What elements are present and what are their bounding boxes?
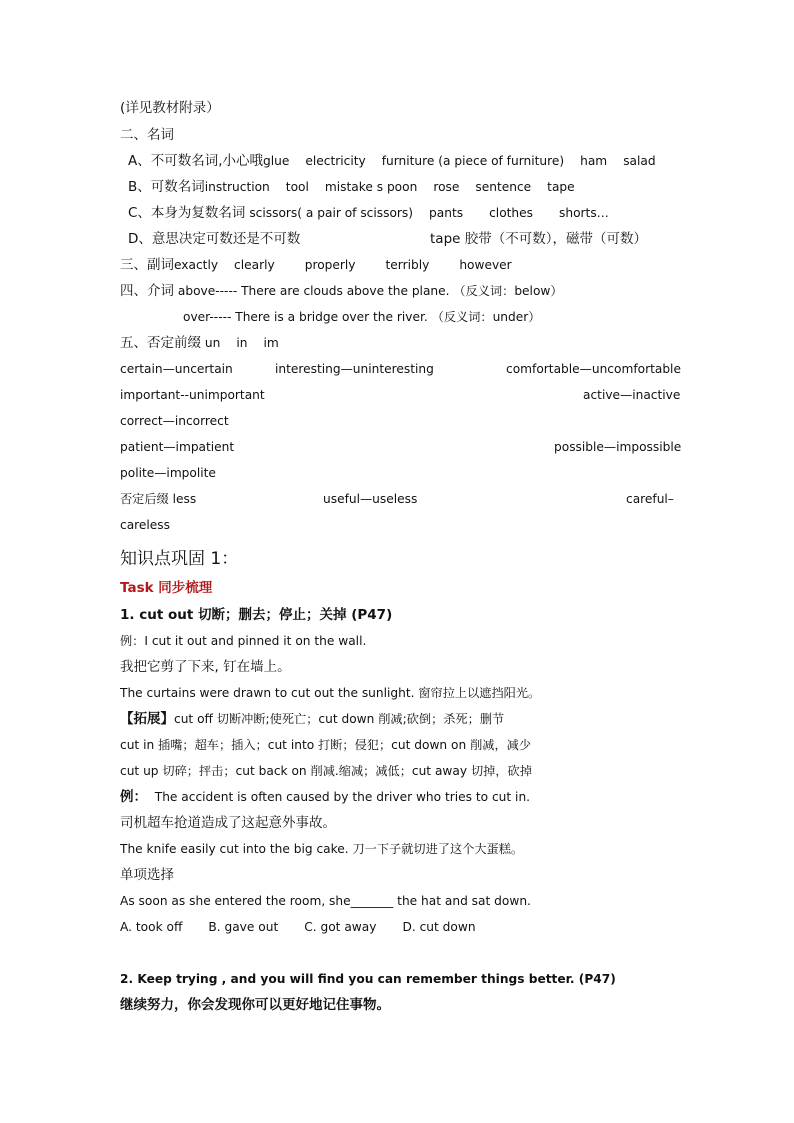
uncountable-nouns-line: [128, 153, 656, 169]
plural-nouns-line: [128, 205, 609, 221]
word: instruction: [204, 180, 270, 194]
point-1-title: 1. cut out 切断；删去；停止；关掉 (P47): [120, 607, 393, 623]
appendix-note: (详见教材附录）: [120, 100, 220, 116]
word: salad: [623, 154, 656, 168]
example-translation: 我把它剪了下来, 钉在墙上。: [120, 659, 291, 675]
word: furniture (a piece of furniture): [381, 154, 565, 168]
word: glue: [263, 154, 290, 168]
example-sentence: The curtains were drawn to cut out the sunlight. 窗帘拉上以遮挡阳光。: [120, 686, 541, 700]
extension-label: 【拓展】: [120, 711, 174, 727]
line-label: B、可数名词: [128, 179, 205, 195]
pair: active—inactive: [583, 388, 681, 402]
word: terribly: [385, 258, 430, 272]
section-nouns-heading: 二、名词: [120, 127, 174, 143]
example-translation: 司机超车抢道造成了这起意外事故。: [120, 815, 336, 831]
line-label: 四、介词: [120, 283, 174, 299]
word: pants: [429, 206, 464, 220]
pair: comfortable—uncomfortable: [506, 362, 681, 376]
countable-nouns-line: [128, 179, 575, 195]
example-label: 例：: [120, 789, 147, 805]
example-sentence: 例：I cut it out and pinned it on the wall.: [120, 634, 367, 648]
word: sentence: [475, 180, 532, 194]
adverbs-line: [120, 257, 512, 273]
pair: certain—uncertain: [120, 362, 233, 376]
option-b: B. gave out: [208, 920, 279, 934]
word: in: [236, 336, 248, 350]
point-2-title: 2. Keep trying , and you will find you can remember things better. (P47): [120, 972, 616, 986]
example-sentence: The knife easily cut into the big cake. 刀一下子就切进了这个大蛋糕。: [120, 842, 524, 856]
word: un: [204, 336, 221, 350]
word: exactly: [174, 258, 219, 272]
word: tape: [547, 180, 575, 194]
tape-text: tape 胶带（不可数），磁带（可数）: [430, 231, 647, 247]
point-2-translation: 继续努力，你会发现你可以更好地记住事物。: [120, 997, 390, 1013]
extension-text: cut off 切断冲断;使死亡；cut down 削减;砍倒；杀死；删节: [174, 712, 505, 726]
section-heading: 知识点巩固 1：: [120, 549, 239, 569]
word: however: [459, 258, 512, 272]
word: scissors( a pair of scissors): [249, 206, 414, 220]
preposition-above-line: [120, 283, 563, 299]
word: ham: [580, 154, 608, 168]
word: mistake s poon: [324, 180, 418, 194]
line-label: A、不可数名词,小心哦: [128, 153, 264, 169]
negative-prefix-line: [120, 335, 279, 351]
option-c: C. got away: [304, 920, 377, 934]
word: clearly: [234, 258, 275, 272]
negative-suffix-label: 否定后缀 less: [120, 492, 197, 506]
pair: patient—impatient: [120, 440, 235, 454]
pair: interesting—uninteresting: [275, 362, 434, 376]
tape-example: [430, 231, 647, 247]
exercise-heading: 单项选择: [120, 867, 174, 883]
exercise-question: As soon as she entered the room, she_______ the hat and sat down.: [120, 894, 531, 908]
word: shorts…: [559, 206, 609, 220]
line-label: 五、否定前缀: [120, 335, 201, 351]
pair: useful—useless: [323, 492, 418, 506]
exercise-options: [120, 919, 476, 935]
option-a: A. took off: [120, 920, 183, 934]
pair: important--unimportant: [120, 388, 265, 402]
pair: correct—incorrect: [120, 414, 229, 428]
extension-line: cut up 切碎；抨击；cut back on 削减.缩减；减低；cut away 切掉，砍掉: [120, 764, 532, 778]
pair: careless: [120, 518, 170, 532]
pair: polite—impolite: [120, 466, 216, 480]
word: electricity: [305, 154, 366, 168]
word: clothes: [489, 206, 534, 220]
example-text: The accident is often caused by the driver who tries to cut in.: [154, 790, 531, 804]
option-d: D. cut down: [402, 920, 476, 934]
word: im: [263, 336, 279, 350]
above-example: above----- There are clouds above the plane. （反义词：below）: [177, 284, 563, 298]
pair: careful–: [626, 492, 674, 506]
example-line: [120, 789, 530, 805]
extension-line: cut in 插嘴；超车；插入；cut into 打断；侵犯；cut down on 削减，减少: [120, 738, 532, 752]
meaning-dependent-label: D、意思决定可数还是不可数: [128, 231, 301, 247]
task-heading: Task 同步梳理: [120, 580, 213, 596]
word: properly: [304, 258, 356, 272]
pair: possible—impossible: [554, 440, 682, 454]
preposition-over-line: over----- There is a bridge over the river. （反义词：under）: [183, 310, 541, 324]
line-label: 三、副词: [120, 257, 174, 273]
extension-line: [120, 711, 504, 727]
word: rose: [433, 180, 460, 194]
word: tool: [285, 180, 309, 194]
line-label: C、本身为复数名词: [128, 205, 246, 221]
